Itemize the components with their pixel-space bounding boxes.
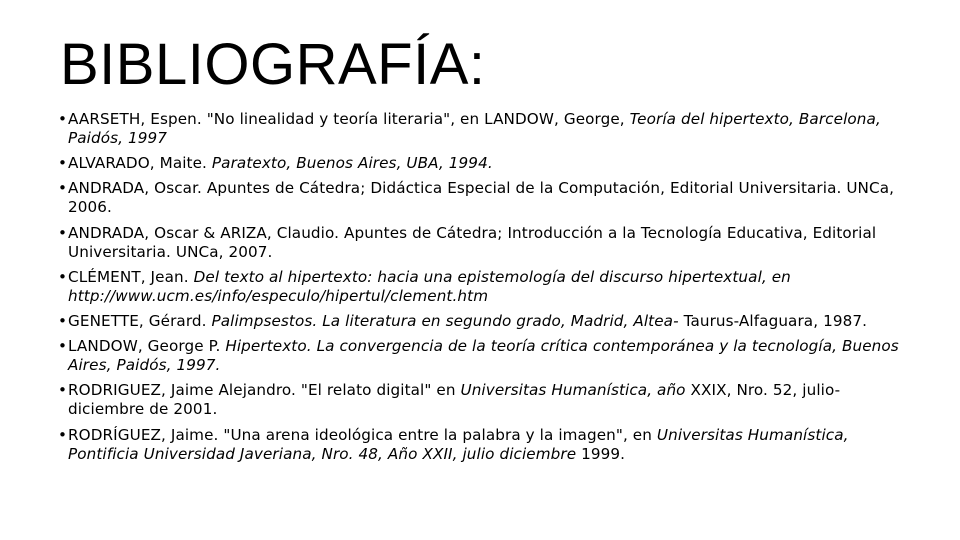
bullet-icon: • [58, 311, 68, 330]
entry-text: CLÉMENT, Jean. [68, 267, 194, 286]
entry-italic-text: Universitas Humanística, año [460, 381, 686, 400]
bullet-icon: • [58, 381, 68, 400]
entry-text: AARSETH, Espen. "No linealidad y teoría literaria", en LANDOW, George, [68, 110, 630, 128]
bibliography-entry [60, 312, 900, 331]
bibliography-entry [60, 154, 900, 173]
entry-italic-text: Del texto al hipertexto: hacia una epistemología del discurso hipertextual, en http://www.ucm.es/info/especulo/hipertul/clement.htm [68, 267, 791, 305]
entry-text: 1999. [576, 444, 626, 463]
bibliography-list [60, 110, 900, 470]
entry-italic-text: Palimpsestos. La literatura en segundo grado, Madrid, Altea- [211, 311, 679, 330]
bullet-icon: • [58, 223, 68, 242]
entry-text: XXIX, Nro. 52, julio-diciembre de 2001. [68, 381, 841, 419]
bibliography-entry [60, 426, 900, 464]
bibliography-entry [60, 268, 900, 306]
bullet-icon: • [58, 267, 68, 286]
bibliography-entry [60, 110, 900, 148]
bibliography-entry [60, 179, 900, 217]
bullet-icon: • [58, 110, 68, 128]
bullet-icon: • [58, 337, 68, 356]
bibliography-entry [60, 381, 900, 419]
entry-text: Taurus-Alfaguara, 1987. [678, 311, 868, 330]
bullet-icon: • [58, 154, 68, 173]
entry-italic-text: Universitas Humanística, Pontificia Universidad Javeriana, Nro. 48, Año XXII, julio diciembre [68, 425, 849, 463]
entry-text: ANDRADA, Oscar. Apuntes de Cátedra; Didáctica Especial de la Computación, Editorial Universitaria. UNCa, 2006. [68, 179, 895, 217]
entry-text: GENETTE, Gérard. [68, 311, 212, 330]
entry-text: ALVARADO, Maite. [68, 154, 212, 173]
entry-italic-text: Paratexto, Buenos Aires, UBA, 1994. [211, 154, 493, 173]
entry-text: RODRIGUEZ, Jaime Alejandro. "El relato digital" en [68, 381, 461, 400]
entry-italic-text: Teoría del hipertexto, Barcelona, Paidós, 1997 [68, 110, 881, 147]
slide-title: BIBLIOGRAFÍA: [60, 32, 486, 97]
entry-italic-text: Hipertexto. La convergencia de la teoría crítica contemporánea y la tecnología, Buenos Aires, Paidós, 1997. [68, 337, 899, 375]
bibliography-entry [60, 224, 900, 262]
bibliography-entry [60, 337, 900, 375]
entry-text: ANDRADA, Oscar & ARIZA, Claudio. Apuntes de Cátedra; Introducción a la Tecnología Educativa, Editorial Universitaria. UNCa, 2007. [68, 223, 877, 261]
bullet-icon: • [58, 179, 68, 198]
entry-text: LANDOW, George P. [68, 337, 226, 356]
entry-text: RODRÍGUEZ, Jaime. "Una arena ideológica entre la palabra y la imagen", en [68, 425, 657, 444]
bullet-icon: • [58, 425, 68, 444]
